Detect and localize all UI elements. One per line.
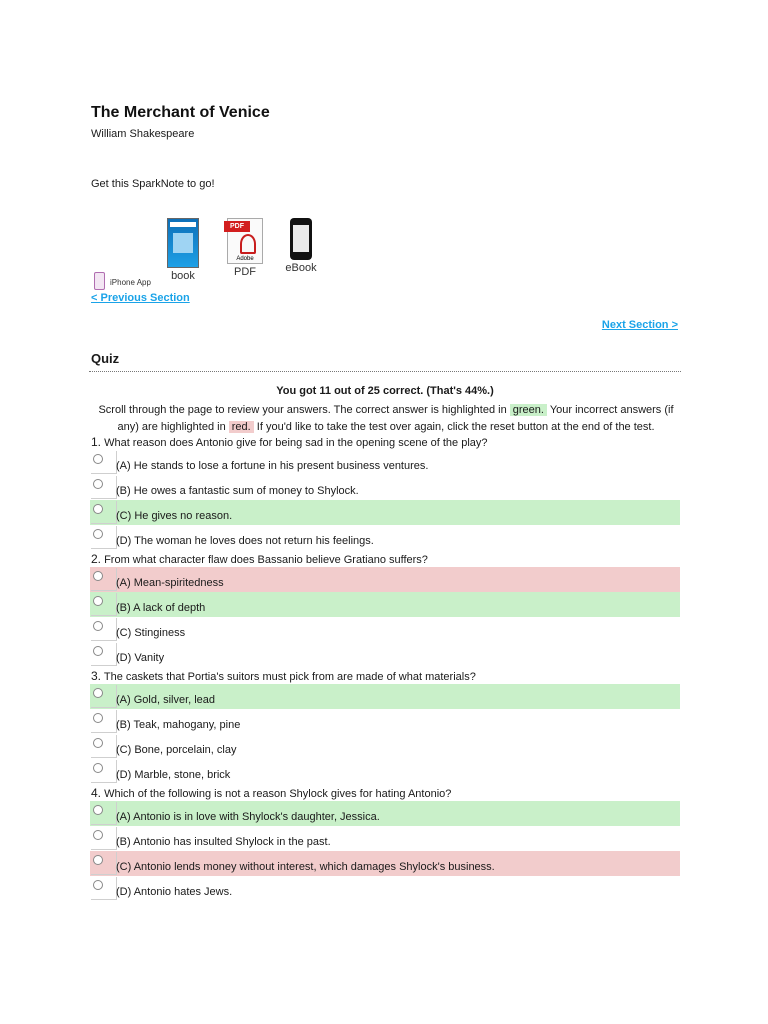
answer-text: (A) Mean-spiritedness [116, 577, 224, 589]
answer-text: (D) Vanity [116, 652, 165, 664]
answer-option[interactable] [90, 450, 680, 475]
answer-option[interactable] [90, 525, 680, 550]
promo-text: Get this SparkNote to go! [91, 178, 215, 190]
answer-option-correct[interactable] [90, 500, 680, 525]
pdf-tag: PDF [224, 221, 250, 232]
answer-text: (B) Antonio has insulted Shylock in the past. [116, 836, 331, 848]
answer-text: (A) Antonio is in love with Shylock's daughter, Jessica. [116, 811, 380, 823]
question-2 [91, 552, 428, 566]
ebook-label: eBook [285, 262, 317, 274]
answer-text: (B) Teak, mahogany, pine [116, 719, 241, 731]
question-number: 3. [91, 669, 102, 683]
answer-option[interactable] [90, 709, 680, 734]
book-cover-icon [167, 218, 199, 268]
radio-button[interactable] [93, 805, 103, 815]
question-number: 2. [91, 552, 102, 566]
question-text: From what character flaw does Bassanio believe Gratiano suffers? [104, 554, 428, 566]
question-number: 4. [91, 786, 102, 800]
answer-text: (A) He stands to lose a fortune in his present business ventures. [116, 460, 429, 472]
instructions-text: Your incorrect answers (if any) are highlighted in [117, 404, 674, 433]
answer-option-correct[interactable] [90, 684, 680, 709]
answer-option-incorrect[interactable] [90, 851, 680, 876]
correct-color-key: green. [510, 404, 547, 416]
author-name: William Shakespeare [91, 128, 195, 140]
answer-text: (C) Stinginess [116, 627, 186, 639]
answer-text: (D) Antonio hates Jews. [116, 886, 233, 898]
question-number: 1. [91, 435, 102, 449]
quiz-heading: Quiz [91, 351, 120, 366]
radio-button[interactable] [93, 713, 103, 723]
ebook-device-icon [290, 218, 312, 260]
answer-option[interactable] [90, 876, 680, 901]
radio-button[interactable] [93, 646, 103, 656]
question-4 [91, 786, 451, 800]
book-product-link[interactable] [158, 218, 208, 282]
question-1 [91, 435, 488, 449]
answer-text: (B) A lack of depth [116, 602, 206, 614]
radio-button[interactable] [93, 454, 103, 464]
answer-option[interactable] [90, 475, 680, 500]
radio-button[interactable] [93, 688, 103, 698]
radio-button[interactable] [93, 763, 103, 773]
answer-text: (C) Antonio lends money without interest, which damages Shylock's business. [116, 861, 495, 873]
instructions-text: Scroll through the page to review your answers. The correct answer is highlighted in [98, 404, 507, 416]
answer-option-correct[interactable] [90, 592, 680, 617]
answer-option[interactable] [90, 734, 680, 759]
radio-button[interactable] [93, 596, 103, 606]
question-3 [91, 669, 476, 683]
pdf-product-link[interactable] [220, 218, 270, 278]
radio-button[interactable] [93, 571, 103, 581]
answer-option-correct[interactable] [90, 801, 680, 826]
page-title: The Merchant of Venice [91, 104, 270, 121]
instructions-text: If you'd like to take the test over again, click the reset button at the end of the test. [256, 421, 655, 433]
radio-button[interactable] [93, 504, 103, 514]
ebook-product-link[interactable] [276, 218, 326, 274]
answer-option[interactable] [90, 642, 680, 667]
next-section-link[interactable]: Next Section > [601, 319, 678, 331]
incorrect-color-key: red. [229, 421, 254, 433]
radio-button[interactable] [93, 621, 103, 631]
question-text: Which of the following is not a reason Shylock gives for hating Antonio? [104, 788, 452, 800]
answer-text: (A) Gold, silver, lead [116, 694, 216, 706]
radio-button[interactable] [93, 529, 103, 539]
answer-option-incorrect[interactable] [90, 567, 680, 592]
pdf-file-icon [227, 218, 263, 264]
question-text: The caskets that Portia's suitors must pick from are made of what materials? [103, 671, 476, 683]
pdf-label: PDF [234, 266, 256, 278]
answer-text: (C) Bone, porcelain, clay [116, 744, 237, 756]
answer-text: (C) He gives no reason. [116, 510, 233, 522]
answer-text: (D) Marble, stone, brick [116, 769, 231, 781]
radio-button[interactable] [93, 855, 103, 865]
answer-text: (B) He owes a fantastic sum of money to Shylock. [116, 485, 359, 497]
answer-text: (D) The woman he loves does not return his feelings. [116, 535, 374, 547]
answer-option[interactable] [90, 759, 680, 784]
question-text: What reason does Antonio give for being sad in the opening scene of the play? [104, 437, 488, 449]
radio-button[interactable] [93, 880, 103, 890]
acrobat-icon [240, 234, 256, 254]
answer-option[interactable] [90, 617, 680, 642]
quiz-instructions [92, 402, 680, 436]
book-label: book [171, 270, 195, 282]
answer-option[interactable] [90, 826, 680, 851]
previous-section-link[interactable]: < Previous Section [91, 292, 190, 304]
quiz-score: You got 11 out of 25 correct. (That's 44%.) [276, 385, 494, 397]
radio-button[interactable] [93, 738, 103, 748]
radio-button[interactable] [93, 479, 103, 489]
iphone-app-link[interactable]: iPhone App [110, 278, 151, 287]
adobe-label: Adobe [236, 256, 254, 262]
quiz-divider [89, 371, 681, 372]
iphone-icon[interactable] [94, 272, 105, 290]
radio-button[interactable] [93, 830, 103, 840]
